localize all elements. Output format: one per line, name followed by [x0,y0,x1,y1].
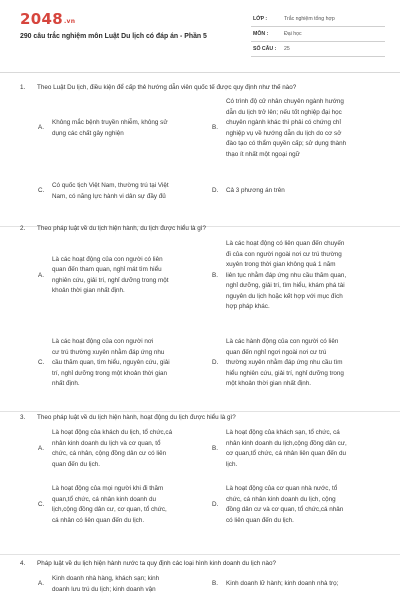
option-letter: A. [38,271,44,279]
option-text [226,186,386,197]
option-text-line: lịch,cộng đồng dân cư, cơ quan, tổ chức, [52,506,167,513]
question-text [20,84,296,91]
option-text-line: đi của con người ngoài nơi cư trú thường [226,250,342,258]
option-text-line: Là hoạt động của khách du lịch, tổ chức,cá [52,429,173,436]
answer-option-b[interactable] [212,574,387,595]
question-number: 4. [20,560,26,567]
question-prompt: Pháp luật về du lịch hiện hành nước ta quy định các loại hình kinh doanh du lịch nào? [37,560,277,567]
logo-text: 2048 [20,10,63,28]
option-text-line: Là các hoạt động của con người có liên [52,255,163,263]
option-text [226,579,386,590]
answer-option-d[interactable] [212,181,387,202]
option-text-line: dẫn du lịch trở lên; nếu tốt nghiệp đại học [226,108,342,116]
answer-option-b[interactable] [212,239,387,313]
option-text-line: thường xuyên nhằm đáp ứng nhu cầu tìm [226,359,343,366]
option-text-line: nghiệp vụ về hướng dẫn du lịch do cơ sở [226,129,342,137]
answer-option-b[interactable] [212,428,387,470]
option-text-line: quan đến du lịch. [52,460,100,468]
answer-option-c[interactable] [38,484,213,526]
option-letter: A. [38,444,44,452]
question-prompt: Theo pháp luật về du lịch hiện hành, hoạt động du lịch được hiểu là gì? [37,414,236,421]
option-text-line: thạo ít nhất một ngoại ngữ [226,150,300,158]
meta-value: Trắc nghiệm tổng hợp [284,16,335,22]
option-text-line: một khoản thời gian nhất định. [226,380,311,387]
question-prompt: Theo Luật Du lịch, điều kiện để cấp thẻ hướng dẫn viên quốc tế được quy định như thế nào? [37,84,297,91]
meta-key: MÔN : [253,31,269,37]
option-text-line: đào tạo có thẩm quyền cấp; sử dụng thành [226,140,347,147]
question-number: 3. [20,414,26,421]
option-letter: C. [38,187,45,195]
answer-option-d[interactable] [212,484,387,526]
option-text-line: quan đến tham quan, nghỉ mát tìm hiểu [52,266,162,274]
option-text-line: xuyên trong thời gian không quá 1 năm [226,261,336,268]
option-letter: B. [212,444,218,452]
option-text-line: đồng dân cư và cơ quan, tổ chức,cá nhân [226,506,344,513]
answer-option-a[interactable] [38,574,213,595]
page-header [0,0,400,64]
option-text [52,118,212,139]
option-text-line: lịch. [226,460,238,468]
option-text-line: chức, cá nhân, cộng đồng dân cư có liên [52,450,167,457]
exam-meta-box [251,12,385,57]
option-text-line: Là hoạt động của cơ quan nhà nước, tổ [226,485,338,492]
option-text [226,484,386,526]
option-text-line: doanh lưu trú du lịch; kinh doanh vận [52,585,156,593]
option-text-line: cư trú thường xuyên nhằm đáp ứng nhu [52,348,165,356]
option-text-line: cá nhân có liên quan đến du lịch. [52,516,145,524]
answer-option-c[interactable] [38,181,213,202]
option-text [52,574,212,595]
option-text-line: trí, nghỉ dưỡng trong một khoản thời gian [52,369,168,377]
option-text [226,239,386,313]
option-text-line: Là các hành động của con người có liên [226,338,339,345]
meta-key: LỚP : [253,16,268,22]
meta-key: SỐ CÂU : [253,46,277,52]
option-text-line: Là các hoạt động có liên quan đến chuyến [226,240,345,247]
question-text [20,414,236,421]
option-text-line: nghiên cứu, giải trí, nghỉ dưỡng trong một [52,276,169,284]
option-text-line: quan,tổ chức, cá nhân kinh doanh du [52,495,156,503]
option-text-line: có liên quan đến du lịch. [226,516,294,524]
site-logo[interactable] [20,10,75,28]
option-letter: B. [212,580,218,588]
option-text-line: Là hoạt động của mọi người khi đi thăm [52,485,164,492]
answer-option-a[interactable] [38,97,213,160]
question-divider [0,554,400,555]
option-letter: D. [212,187,219,195]
option-text-line: Kinh doanh lữ hành; kinh doanh nhà trọ; [226,580,339,588]
header-divider [0,72,400,73]
answer-option-b[interactable] [212,97,387,160]
question-text [20,560,276,567]
option-text [226,97,386,160]
meta-row-class [251,12,385,27]
option-letter: B. [212,124,218,132]
option-text [52,337,212,390]
option-text-line: Không mắc bệnh truyền nhiễm, không sử [52,119,168,126]
option-text-line: Là các hoạt động của con người nơi [52,338,154,345]
option-text-line: dụng các chất gây nghiện [52,129,124,137]
option-text-line: chuyên ngành khác thì phải có chứng chỉ [226,119,341,126]
option-letter: C. [38,500,45,508]
question-text [20,225,206,232]
option-text-line: Có quốc tịch Việt Nam, thường trú tại Việt [52,182,169,189]
answer-option-c[interactable] [38,337,213,390]
option-letter: A. [38,124,44,132]
answer-option-d[interactable] [212,337,387,390]
option-text-line: cầu thăm quan, tìm hiểu, nguyên cứu, giải [52,359,170,366]
option-letter: B. [212,271,218,279]
option-text [226,428,386,470]
question-prompt: Theo pháp luật về du lịch hiện hành, du lịch được hiểu là gì? [37,225,207,232]
question-divider [0,411,400,412]
option-text-line: Nam, có năng lực hành vi dân sự đầy đủ [52,192,166,200]
option-text-line: chức, cá nhân kinh doanh du lịch, cộng [226,495,336,503]
option-text [52,428,212,470]
option-text-line: cơ quan,tổ chức, cá nhân liên quan đến du [226,450,347,457]
option-text-line: quan đến nghỉ ngơi ngoài nơi cư trú [226,348,327,356]
question-number: 1. [20,84,26,91]
option-text-line: liên tục nhằm đáp ứng nhu cầu thăm quan, [226,271,347,279]
answer-option-a[interactable] [38,239,213,313]
option-letter: A. [38,580,44,588]
option-text-line: Có trình độ cử nhân chuyên ngành hướng [226,98,344,105]
option-text-line: nhân kinh doanh du lịch và cơ quan, tổ [52,439,161,447]
option-letter: C. [38,359,45,366]
option-text-line: khoản thời gian nhất định. [52,287,125,295]
option-letter: D. [212,500,219,508]
option-text-line: hợp pháp khác. [226,303,270,310]
meta-row-count [251,42,385,57]
option-text [226,337,386,390]
option-text-line: nhất định. [52,380,80,387]
meta-row-subject [251,27,385,42]
logo-suffix: .vn [63,18,76,25]
option-text [52,181,212,202]
option-text-line: nguyên du lịch hoặc kết hợp với mục đích [226,292,343,300]
question-number: 2. [20,225,26,232]
option-text [52,484,212,526]
option-text [52,255,212,297]
answer-option-a[interactable] [38,428,213,470]
exam-title: 290 câu trắc nghiệm môn Luật Du lịch có đáp án - Phần 5 [20,33,207,40]
meta-value: Đại học [284,31,302,37]
meta-value: 25 [284,46,290,52]
option-text-line: Kinh doanh nhà hàng, khách sạn; kinh [52,575,160,582]
option-text-line: Là hoạt động của khách sạn, tổ chức, cá [226,429,340,436]
option-letter: D. [212,359,219,366]
option-text-line: Cả 3 phương án trên [226,187,285,195]
option-text-line: nhân kinh doanh du lịch,cộng đồng dân cư, [226,439,347,447]
option-text-line: nghỉ dưỡng, giải trí, tìm hiểu, khám phá tài [226,282,345,289]
option-text-line: hiểu nghiên cứu, giải trí, nghỉ dưỡng trong [226,369,344,377]
